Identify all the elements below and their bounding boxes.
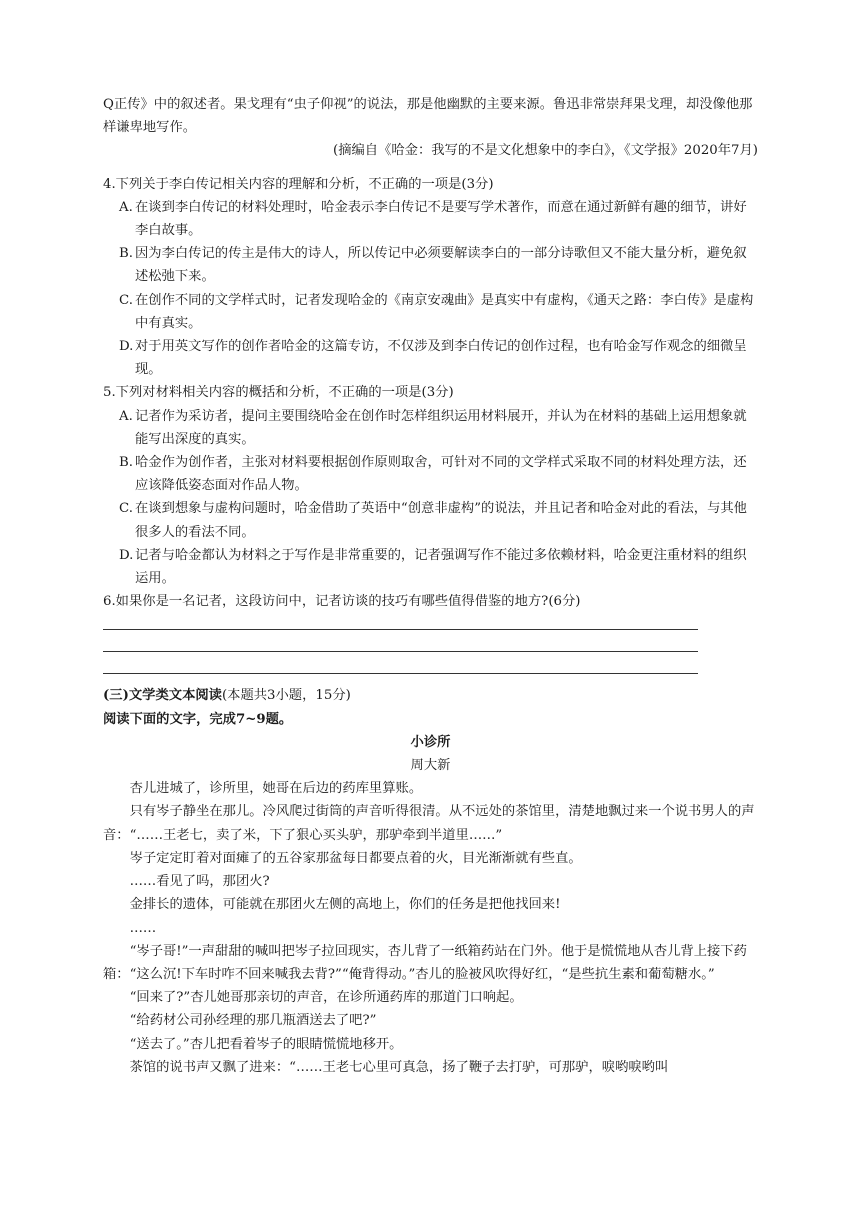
question-4-stem: 4.下列关于李白传记相关内容的理解和分析，不正确的一项是(3分) — [103, 176, 494, 192]
story-paragraph: …… — [129, 920, 157, 936]
option-label: B. — [119, 455, 133, 471]
question-5-options — [103, 405, 758, 591]
option-text: 在谈到李白传记的材料处理时，哈金表示李白传记不是要写学术著作，而意在通过新鲜有趣的细节，讲好李白故事。 — [135, 199, 747, 239]
option-text: 因为李白传记的传主是伟大的诗人，所以传记中必须要解读李白的一部分诗歌但又不能大量分析，避免叙述松弛下来。 — [135, 246, 747, 285]
question-5 — [103, 381, 758, 590]
option-label: C. — [119, 292, 133, 308]
option-label: C. — [119, 501, 133, 517]
story-paragraph: 岑子定定盯着对面瘫了的五谷家那盆每日都要点着的火，目光渐渐就有些直。 — [129, 850, 582, 866]
intro-paragraph: Q正传》中的叙述者。果戈理有“虫子仰视”的说法，那是他幽默的主要来源。鲁迅非常崇拜果戈理，却没像他那样谦卑地写作。 — [103, 97, 753, 136]
option-text: 记者与哈金都认为材料之于写作是非常重要的，记者强调写作不能过多依赖材料，哈金更注重材料的组织运用。 — [135, 547, 747, 587]
story-paragraph: “回来了?”杏儿她哥那亲切的声音，在诊所通药库的那道门口响起。 — [129, 990, 523, 1006]
question-5-stem: 5.下列对材料相关内容的概括和分析，不正确的一项是(3分) — [103, 385, 454, 401]
document-page — [103, 93, 758, 1079]
answer-area[interactable] — [103, 629, 758, 674]
option-a — [119, 405, 758, 451]
story-paragraph: 金排长的遗体，可能就在那团火左侧的高地上，你们的任务是把他找回来! — [129, 897, 561, 913]
question-6 — [103, 590, 758, 674]
story-paragraph: 茶馆的说书声又飘了进来：“……王老七心里可真急，扬了鞭子去打驴，可那驴，唳哟唳哟叫 — [129, 1059, 669, 1075]
answer-line[interactable] — [103, 673, 698, 674]
option-b — [119, 451, 758, 497]
question-6-stem: 6.如果你是一名记者，这段访问中，记者访谈的技巧有哪些值得借鉴的地方?(6分) — [103, 594, 581, 610]
option-label: B. — [119, 246, 133, 262]
question-4-options — [103, 196, 758, 382]
option-text: 记者作为采访者，提问主要围绕哈金在创作时怎样组织运用材料展开，并认为在材料的基础上运用想象就能写出深度的真实。 — [135, 408, 747, 447]
story — [103, 731, 758, 1079]
story-paragraph: “送去了。”杏儿把看着岑子的眼睛慌慌地移开。 — [129, 1036, 403, 1052]
answer-line[interactable] — [103, 651, 698, 652]
story-paragraph: “岑子哥!”一声甜甜的喊叫把岑子拉回现实，杏儿背了一纸箱药站在门外。他于是慌慌地从杏儿背上接下药箱：“这么沉!下车时咋不回来喊我去背?”“俺背得动。”杏儿的脸被风吹得好红，“是些抗生素和葡萄糖水。” — [103, 943, 747, 982]
section-3-header — [103, 684, 758, 730]
option-a — [119, 196, 758, 242]
option-d — [119, 544, 758, 590]
option-text: 哈金作为创作者，主张对材料要根据创作原则取舍，可针对不同的文学样式采取不同的材料处理方法，还应该降低姿态面对作品人物。 — [135, 455, 747, 494]
story-paragraph: ……看见了吗，那团火? — [129, 874, 270, 890]
option-label: A. — [119, 408, 133, 424]
option-text: 对于用英文写作的创作者哈金的这篇专访，不仅涉及到李白传记的创作过程，也有哈金写作观念的细微呈现。 — [135, 339, 747, 378]
answer-line[interactable] — [103, 629, 698, 630]
story-paragraph: 只有岑子静坐在那儿。冷风爬过街筒的声音听得很清。从不远处的茶馆里，清楚地飘过来一个说书男人的声音：“……王老七，卖了米，下了狠心买头驴，那驴牵到半道里……” — [103, 804, 755, 843]
section-3-instruction: 阅读下面的文字，完成7~9题。 — [103, 711, 293, 727]
section-3-title-bold: (三)文学类文本阅读 — [103, 688, 222, 704]
question-4 — [103, 173, 758, 382]
story-title: 小诊所 — [410, 734, 451, 750]
option-label: D. — [119, 339, 134, 355]
story-paragraph: “给药材公司孙经理的那几瓶酒送去了吧?” — [129, 1013, 377, 1029]
option-c — [119, 497, 758, 543]
story-author: 周大新 — [410, 758, 451, 774]
option-b — [119, 242, 758, 288]
option-text: 在创作不同的文学样式时，记者发现哈金的《南京安魂曲》是真实中有虚构，《通天之路：李白传》是虚构中有真实。 — [135, 292, 754, 331]
option-text: 在谈到想象与虚构问题时，哈金借助了英语中“创意非虚构”的说法，并且记者和哈金对此的看法，与其他很多人的看法不同。 — [135, 501, 747, 540]
option-label: A. — [119, 199, 133, 215]
option-c — [119, 289, 758, 335]
story-paragraph: 杏儿进城了，诊所里，她哥在后边的药库里算账。 — [129, 781, 423, 797]
section-3-title-rest: (本题共3小题，15分) — [221, 688, 351, 704]
option-d — [119, 335, 758, 381]
section-3-title — [103, 684, 758, 707]
option-label: D. — [119, 547, 134, 563]
source-citation: (摘编自《哈金：我写的不是文化想象中的李白》，《文学报》2020年7月) — [333, 143, 758, 159]
